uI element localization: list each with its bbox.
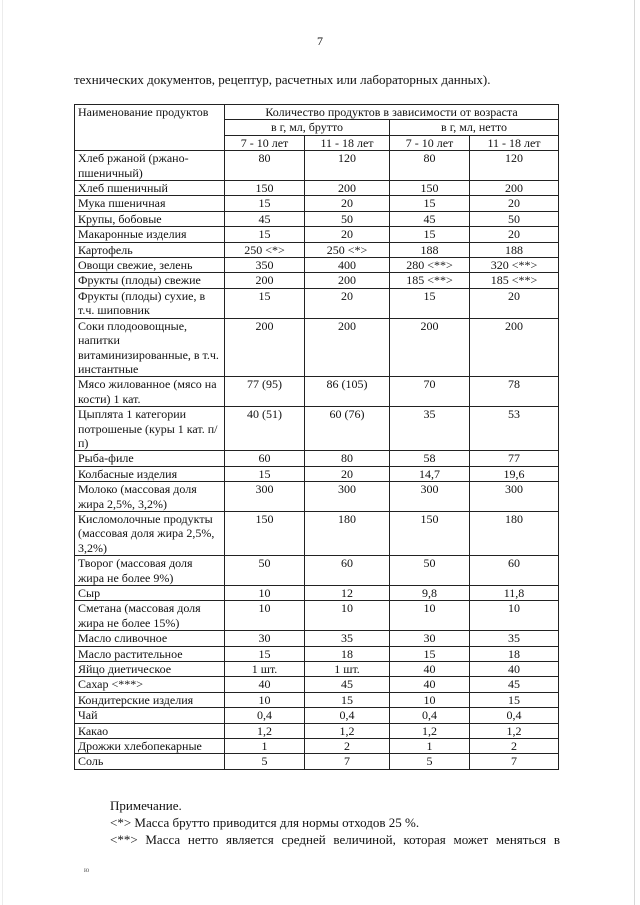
net-7-10-cell: 150 — [390, 511, 470, 555]
note-gross-mass: <*> Масса брутто приводится для нормы отходов 25 %. — [110, 815, 420, 830]
net-7-10-cell: 15 — [390, 288, 470, 318]
table-row — [75, 451, 559, 466]
product-name-cell: Овощи свежие, зелень — [75, 258, 225, 273]
net-7-10-cell: 40 — [390, 662, 470, 677]
net-7-10-cell: 45 — [390, 211, 470, 226]
table-row — [75, 482, 559, 512]
product-name-cell: Кондитерские изделия — [75, 692, 225, 707]
product-name-cell: Хлеб ржаной (ржано-пшеничный) — [75, 151, 225, 181]
gross-11-18-cell: 80 — [305, 451, 390, 466]
table-row — [75, 708, 559, 723]
net-7-10-cell: 300 — [390, 482, 470, 512]
net-11-18-cell: 40 — [470, 662, 559, 677]
table-row — [75, 211, 559, 226]
gross-7-10-cell: 15 — [225, 646, 305, 661]
gross-11-18-cell: 35 — [305, 631, 390, 646]
net-7-10-cell: 15 — [390, 646, 470, 661]
gross-11-18-cell: 60 (76) — [305, 407, 390, 451]
product-name-cell: Молоко (массовая доля жира 2,5%, 3,2%) — [75, 482, 225, 512]
gross-11-18-cell: 12 — [305, 586, 390, 601]
net-7-10-cell: 10 — [390, 601, 470, 631]
net-11-18-cell: 19,6 — [470, 466, 559, 481]
product-name-cell: Цыплята 1 категории потрошеные (куры 1 кат. п/п) — [75, 407, 225, 451]
gross-7-10-cell: 15 — [225, 196, 305, 211]
gross-11-18-cell: 20 — [305, 466, 390, 481]
table-row — [75, 196, 559, 211]
table-row — [75, 739, 559, 754]
gross-11-18-cell: 86 (105) — [305, 377, 390, 407]
gross-7-10-cell: 250 <*> — [225, 242, 305, 257]
table-row — [75, 288, 559, 318]
net-11-18-cell: 10 — [470, 601, 559, 631]
gross-11-18-cell: 20 — [305, 288, 390, 318]
product-name-cell: Соль — [75, 754, 225, 769]
net-7-10-cell: 9,8 — [390, 586, 470, 601]
gross-11-18-cell: 10 — [305, 601, 390, 631]
gross-7-10-cell: 10 — [225, 692, 305, 707]
gross-11-18-cell: 180 — [305, 511, 390, 555]
net-11-18-cell: 35 — [470, 631, 559, 646]
table-row — [75, 511, 559, 555]
table-row — [75, 151, 559, 181]
gross-7-10-cell: 40 — [225, 677, 305, 692]
gross-7-10-cell: 150 — [225, 181, 305, 196]
net-11-18-cell: 78 — [470, 377, 559, 407]
product-name-cell: Мука пшеничная — [75, 196, 225, 211]
net-11-18-cell: 0,4 — [470, 708, 559, 723]
net-11-18-cell: 180 — [470, 511, 559, 555]
gross-7-10-cell: 1 шт. — [225, 662, 305, 677]
net-7-10-cell: 30 — [390, 631, 470, 646]
gross-7-10-cell: 5 — [225, 754, 305, 769]
gross-11-18-cell: 20 — [305, 196, 390, 211]
gross-7-10-cell: 50 — [225, 556, 305, 586]
gross-7-10-cell: 1 — [225, 739, 305, 754]
page-edge-left — [2, 0, 3, 905]
gross-7-10-cell: 200 — [225, 318, 305, 377]
notes-title: Примечание. — [110, 798, 182, 813]
net-11-18-cell: 2 — [470, 739, 559, 754]
net-7-10-cell: 150 — [390, 181, 470, 196]
net-7-10-cell: 1,2 — [390, 723, 470, 738]
product-name-cell: Мясо жилованное (мясо на кости) 1 кат. — [75, 377, 225, 407]
gross-11-18-cell: 1 шт. — [305, 662, 390, 677]
table-row — [75, 227, 559, 242]
table-row — [75, 466, 559, 481]
table-body — [75, 151, 559, 770]
net-11-18-cell: 50 — [470, 211, 559, 226]
net-7-10-cell: 70 — [390, 377, 470, 407]
net-11-18-cell: 20 — [470, 288, 559, 318]
table-row — [75, 586, 559, 601]
product-name-cell: Яйцо диетическое — [75, 662, 225, 677]
gross-11-18-cell: 50 — [305, 211, 390, 226]
header-gross-age-7-10: 7 - 10 лет — [225, 135, 305, 150]
gross-11-18-cell: 20 — [305, 227, 390, 242]
gross-11-18-cell: 200 — [305, 181, 390, 196]
gross-11-18-cell: 0,4 — [305, 708, 390, 723]
gross-7-10-cell: 0,4 — [225, 708, 305, 723]
product-name-cell: Сыр — [75, 586, 225, 601]
table-header — [75, 105, 559, 151]
intro-text: технических документов, рецептур, расчетных или лабораторных данных). — [74, 72, 491, 87]
net-7-10-cell: 14,7 — [390, 466, 470, 481]
net-7-10-cell: 35 — [390, 407, 470, 451]
net-7-10-cell: 280 <**> — [390, 258, 470, 273]
gross-7-10-cell: 45 — [225, 211, 305, 226]
table-row — [75, 631, 559, 646]
gross-7-10-cell: 80 — [225, 151, 305, 181]
net-11-18-cell: 200 — [470, 318, 559, 377]
table-row — [75, 601, 559, 631]
gross-11-18-cell: 300 — [305, 482, 390, 512]
notes-block — [110, 797, 560, 848]
product-name-cell: Колбасные изделия — [75, 466, 225, 481]
gross-7-10-cell: 150 — [225, 511, 305, 555]
net-11-18-cell: 77 — [470, 451, 559, 466]
net-7-10-cell: 200 — [390, 318, 470, 377]
net-7-10-cell: 188 — [390, 242, 470, 257]
gross-7-10-cell: 200 — [225, 273, 305, 288]
gross-7-10-cell: 77 (95) — [225, 377, 305, 407]
page-edge-right — [634, 0, 635, 905]
product-name-cell: Соки плодоовощные, напитки витаминизированные, в т.ч. инстантные — [75, 318, 225, 377]
product-name-cell: Какао — [75, 723, 225, 738]
net-7-10-cell: 1 — [390, 739, 470, 754]
gross-11-18-cell: 2 — [305, 739, 390, 754]
net-7-10-cell: 0,4 — [390, 708, 470, 723]
net-11-18-cell: 60 — [470, 556, 559, 586]
product-name-cell: Чай — [75, 708, 225, 723]
net-7-10-cell: 40 — [390, 677, 470, 692]
table-row — [75, 723, 559, 738]
header-net-age-11-18: 11 - 18 лет — [470, 135, 559, 150]
gross-7-10-cell: 40 (51) — [225, 407, 305, 451]
table-row — [75, 258, 559, 273]
net-11-18-cell: 20 — [470, 227, 559, 242]
gross-11-18-cell: 7 — [305, 754, 390, 769]
net-7-10-cell: 80 — [390, 151, 470, 181]
net-11-18-cell: 185 <**> — [470, 273, 559, 288]
table-row — [75, 677, 559, 692]
product-name-cell: Крупы, бобовые — [75, 211, 225, 226]
table-row — [75, 692, 559, 707]
table-row — [75, 646, 559, 661]
gross-11-18-cell: 1,2 — [305, 723, 390, 738]
net-11-18-cell: 45 — [470, 677, 559, 692]
product-name-cell: Масло сливочное — [75, 631, 225, 646]
table-row — [75, 407, 559, 451]
gross-11-18-cell: 15 — [305, 692, 390, 707]
net-11-18-cell: 1,2 — [470, 723, 559, 738]
table-row — [75, 662, 559, 677]
gross-11-18-cell: 250 <*> — [305, 242, 390, 257]
gross-11-18-cell: 200 — [305, 318, 390, 377]
page-number: 7 — [317, 34, 323, 48]
header-quantity: Количество продуктов в зависимости от возраста — [225, 105, 559, 120]
table-row — [75, 273, 559, 288]
gross-7-10-cell: 10 — [225, 601, 305, 631]
gross-11-18-cell: 200 — [305, 273, 390, 288]
gross-7-10-cell: 10 — [225, 586, 305, 601]
food-norms-table — [74, 104, 559, 770]
product-name-cell: Кисломолочные продукты (массовая доля жира 2,5%, 3,2%) — [75, 511, 225, 555]
net-11-18-cell: 7 — [470, 754, 559, 769]
header-net-age-7-10: 7 - 10 лет — [390, 135, 470, 150]
net-11-18-cell: 15 — [470, 692, 559, 707]
product-name-cell: Масло растительное — [75, 646, 225, 661]
net-11-18-cell: 20 — [470, 196, 559, 211]
header-gross: в г, мл, брутто — [225, 120, 390, 135]
note-net-mass: <**> Масса нетто является средней величиной, которая может меняться в — [110, 832, 560, 847]
header-product-name: Наименование продуктов — [75, 105, 225, 151]
product-name-cell: Сметана (массовая доля жира не более 15%) — [75, 601, 225, 631]
net-7-10-cell: 50 — [390, 556, 470, 586]
table-row — [75, 377, 559, 407]
net-11-18-cell: 120 — [470, 151, 559, 181]
net-11-18-cell: 11,8 — [470, 586, 559, 601]
table-row — [75, 318, 559, 377]
product-name-cell: Макаронные изделия — [75, 227, 225, 242]
product-name-cell: Фрукты (плоды) сухие, в т.ч. шиповник — [75, 288, 225, 318]
footer-mark: ю — [84, 866, 90, 874]
table-row — [75, 754, 559, 769]
gross-7-10-cell: 60 — [225, 451, 305, 466]
net-7-10-cell: 15 — [390, 227, 470, 242]
gross-11-18-cell: 18 — [305, 646, 390, 661]
header-net: в г, мл, нетто — [390, 120, 559, 135]
net-7-10-cell: 58 — [390, 451, 470, 466]
gross-7-10-cell: 15 — [225, 227, 305, 242]
net-7-10-cell: 15 — [390, 196, 470, 211]
net-11-18-cell: 320 <**> — [470, 258, 559, 273]
gross-11-18-cell: 120 — [305, 151, 390, 181]
product-name-cell: Картофель — [75, 242, 225, 257]
net-11-18-cell: 300 — [470, 482, 559, 512]
net-7-10-cell: 185 <**> — [390, 273, 470, 288]
net-7-10-cell: 5 — [390, 754, 470, 769]
product-name-cell: Творог (массовая доля жира не более 9%) — [75, 556, 225, 586]
gross-7-10-cell: 350 — [225, 258, 305, 273]
gross-7-10-cell: 300 — [225, 482, 305, 512]
table-row — [75, 242, 559, 257]
gross-11-18-cell: 60 — [305, 556, 390, 586]
gross-7-10-cell: 30 — [225, 631, 305, 646]
table-row — [75, 181, 559, 196]
net-11-18-cell: 53 — [470, 407, 559, 451]
gross-7-10-cell: 15 — [225, 288, 305, 318]
gross-11-18-cell: 400 — [305, 258, 390, 273]
product-name-cell: Фрукты (плоды) свежие — [75, 273, 225, 288]
table-row — [75, 556, 559, 586]
net-11-18-cell: 188 — [470, 242, 559, 257]
product-name-cell: Рыба-филе — [75, 451, 225, 466]
net-7-10-cell: 10 — [390, 692, 470, 707]
product-name-cell: Сахар <***> — [75, 677, 225, 692]
net-11-18-cell: 200 — [470, 181, 559, 196]
product-name-cell: Дрожжи хлебопекарные — [75, 739, 225, 754]
net-11-18-cell: 18 — [470, 646, 559, 661]
header-gross-age-11-18: 11 - 18 лет — [305, 135, 390, 150]
gross-7-10-cell: 15 — [225, 466, 305, 481]
gross-11-18-cell: 45 — [305, 677, 390, 692]
product-name-cell: Хлеб пшеничный — [75, 181, 225, 196]
gross-7-10-cell: 1,2 — [225, 723, 305, 738]
